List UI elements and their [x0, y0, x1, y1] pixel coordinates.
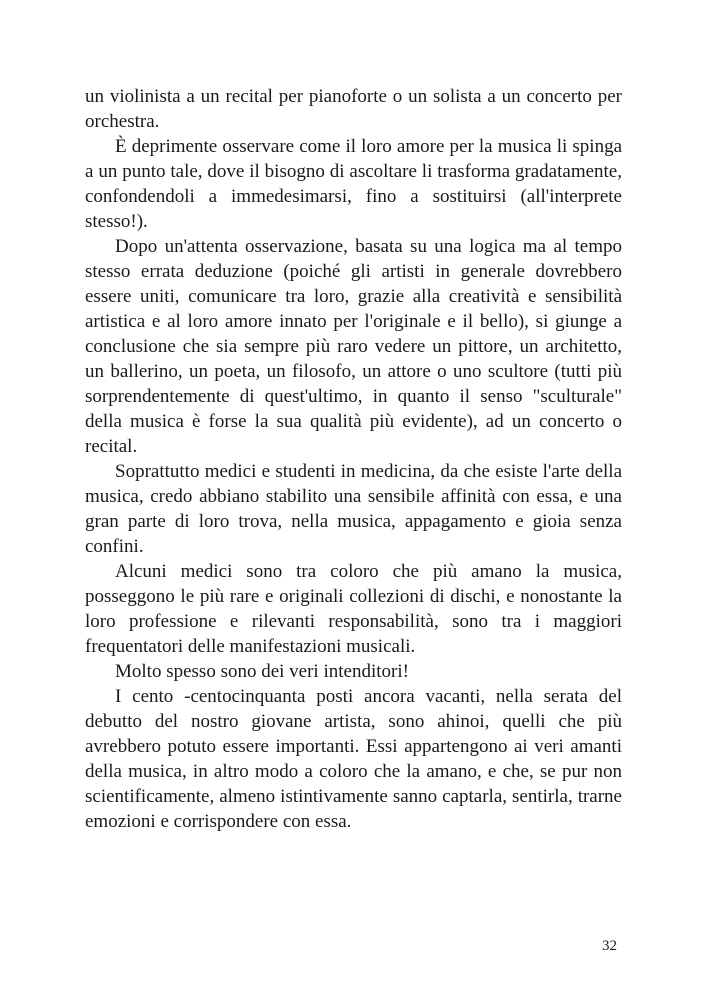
paragraph: I cento -centocinquanta posti ancora vacanti, nella serata del debutto del nostro giovane artista, sono ahinoi, quelli che più avrebbero potuto essere importanti. Essi appartengono ai veri amanti della musica, in altro modo a coloro che la amano, e che, se pur non scientificamente, almeno istintivamente sanno captarla, sentirla, trarne emozioni e corrispondere con essa.: [85, 686, 622, 832]
paragraph: un violinista a un recital per pianoforte o un solista a un concerto per orchestra.: [85, 86, 622, 132]
paragraph: È deprimente osservare come il loro amore per la musica li spinga a un punto tale, dove il bisogno di ascoltare li trasforma gradatamente, confondendoli a immedesimarsi, fino a sostituirsi (all'interprete stesso!).: [85, 136, 622, 232]
paragraph: Alcuni medici sono tra coloro che più amano la musica, posseggono le più rare e originali collezioni di dischi, e nonostante la loro professione e rilevanti responsabilità, sono tra i maggiori frequentatori delle manifestazioni musicali.: [85, 561, 622, 657]
paragraph: Molto spesso sono dei veri intenditori!: [115, 661, 409, 682]
paragraph: Dopo un'attenta osservazione, basata su una logica ma al tempo stesso errata deduzione (poiché gli artisti in generale dovrebbero essere uniti, comunicare tra loro, grazie alla creatività e sensibilità artistica e al loro amore innato per l'originale e il bello), si giunge a conclusione che sia sempre più raro vedere un pittore, un architetto, un ballerino, un poeta, un filosofo, un attore o uno scultore (tutti più sorprendentemente di quest'ultimo, in quanto il senso "sculturale" della musica è forse la sua qualità più evidente), ad un concerto o recital.: [85, 236, 622, 457]
text-block: [85, 84, 622, 834]
page-number: 32: [602, 938, 617, 954]
paragraph: Soprattutto medici e studenti in medicina, da che esiste l'arte della musica, credo abbiano stabilito una sensibile affinità con essa, e una gran parte di loro trova, nella musica, appagamento e gioia senza confini.: [85, 461, 622, 557]
